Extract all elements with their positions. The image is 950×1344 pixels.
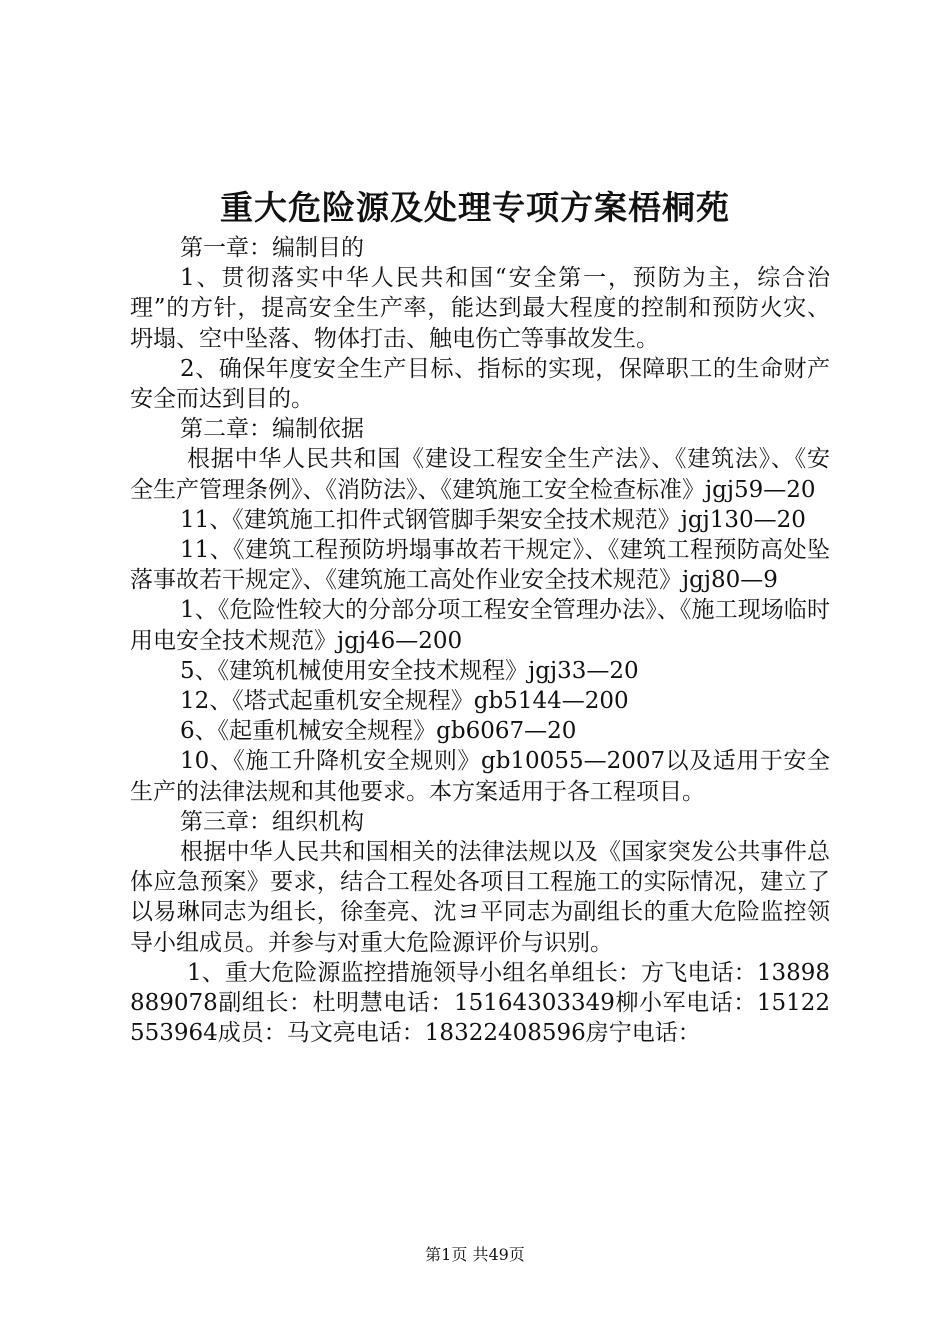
document-body — [130, 233, 830, 1048]
paragraph: 根据中华人民共和国《建设工程安全生产法》、《建筑法》、《安全生产管理条例》、《消防法》、《建筑施工安全检查标准》jgj59—20 — [130, 446, 830, 503]
paragraph: 2、确保年度安全生产目标、指标的实现，保障职工的生命财产安全而达到目的。 — [130, 355, 830, 413]
paragraph: 5、《建筑机械使用安全技术规程》jgj33—20 — [180, 657, 639, 684]
paragraph: 11、《建筑工程预防坍塌事故若干规定》、《建筑工程预防高处坠落事故若干规定》、《建筑施工高处作业安全技术规范》jgj80—9 — [130, 537, 830, 594]
page-number-footer: 第1页 共49页 — [425, 1245, 525, 1264]
paragraph: 1、重大危险源监控措施领导小组名单组长：方飞电话：13898889078副组长：杜明慧电话：15164303349柳小军电话：15122553964成员：马文亮电话：18322408596房宁电话： — [130, 959, 830, 1047]
paragraph: 1、《危险性较大的分部分项工程安全管理办法》、《施工现场临时用电安全技术规范》jgj46—200 — [130, 597, 830, 654]
paragraph: 12、《塔式起重机安全规程》gb5144—200 — [180, 688, 629, 715]
paragraph: 1、贯彻落实中华人民共和国“安全第一，预防为主，综合治理”的方针，提高安全生产率，能达到最大程度的控制和预防火灾、坍塌、空中坠落、物体打击、触电伤亡等事故发生。 — [130, 265, 830, 352]
chapter-heading: 第一章：编制目的 — [180, 235, 364, 261]
paragraph: 10、《施工升降机安全规则》gb10055—2007以及适用于安全生产的法律法规和其他要求。本方案适用于各工程项目。 — [130, 748, 830, 805]
paragraph: 11、《建筑施工扣件式钢管脚手架安全技术规范》jgj130—20 — [180, 506, 806, 533]
paragraph: 6、《起重机械安全规程》gb6067—20 — [180, 718, 577, 745]
chapter-heading: 第二章：编制依据 — [180, 416, 364, 443]
chapter-heading: 第三章：组织机构 — [180, 808, 364, 835]
document-title: 重大危险源及处理专项方案梧桐苑 — [220, 188, 730, 227]
paragraph: 根据中华人民共和国相关的法律法规以及《国家突发公共事件总体应急预案》要求，结合工程处各项目工程施工的实际情况，建立了以易琳同志为组长，徐奎亮、沈ヨ平同志为副组长的重大危险监控领导小组成员。并参与对重大危险源评价与识别。 — [130, 839, 830, 956]
